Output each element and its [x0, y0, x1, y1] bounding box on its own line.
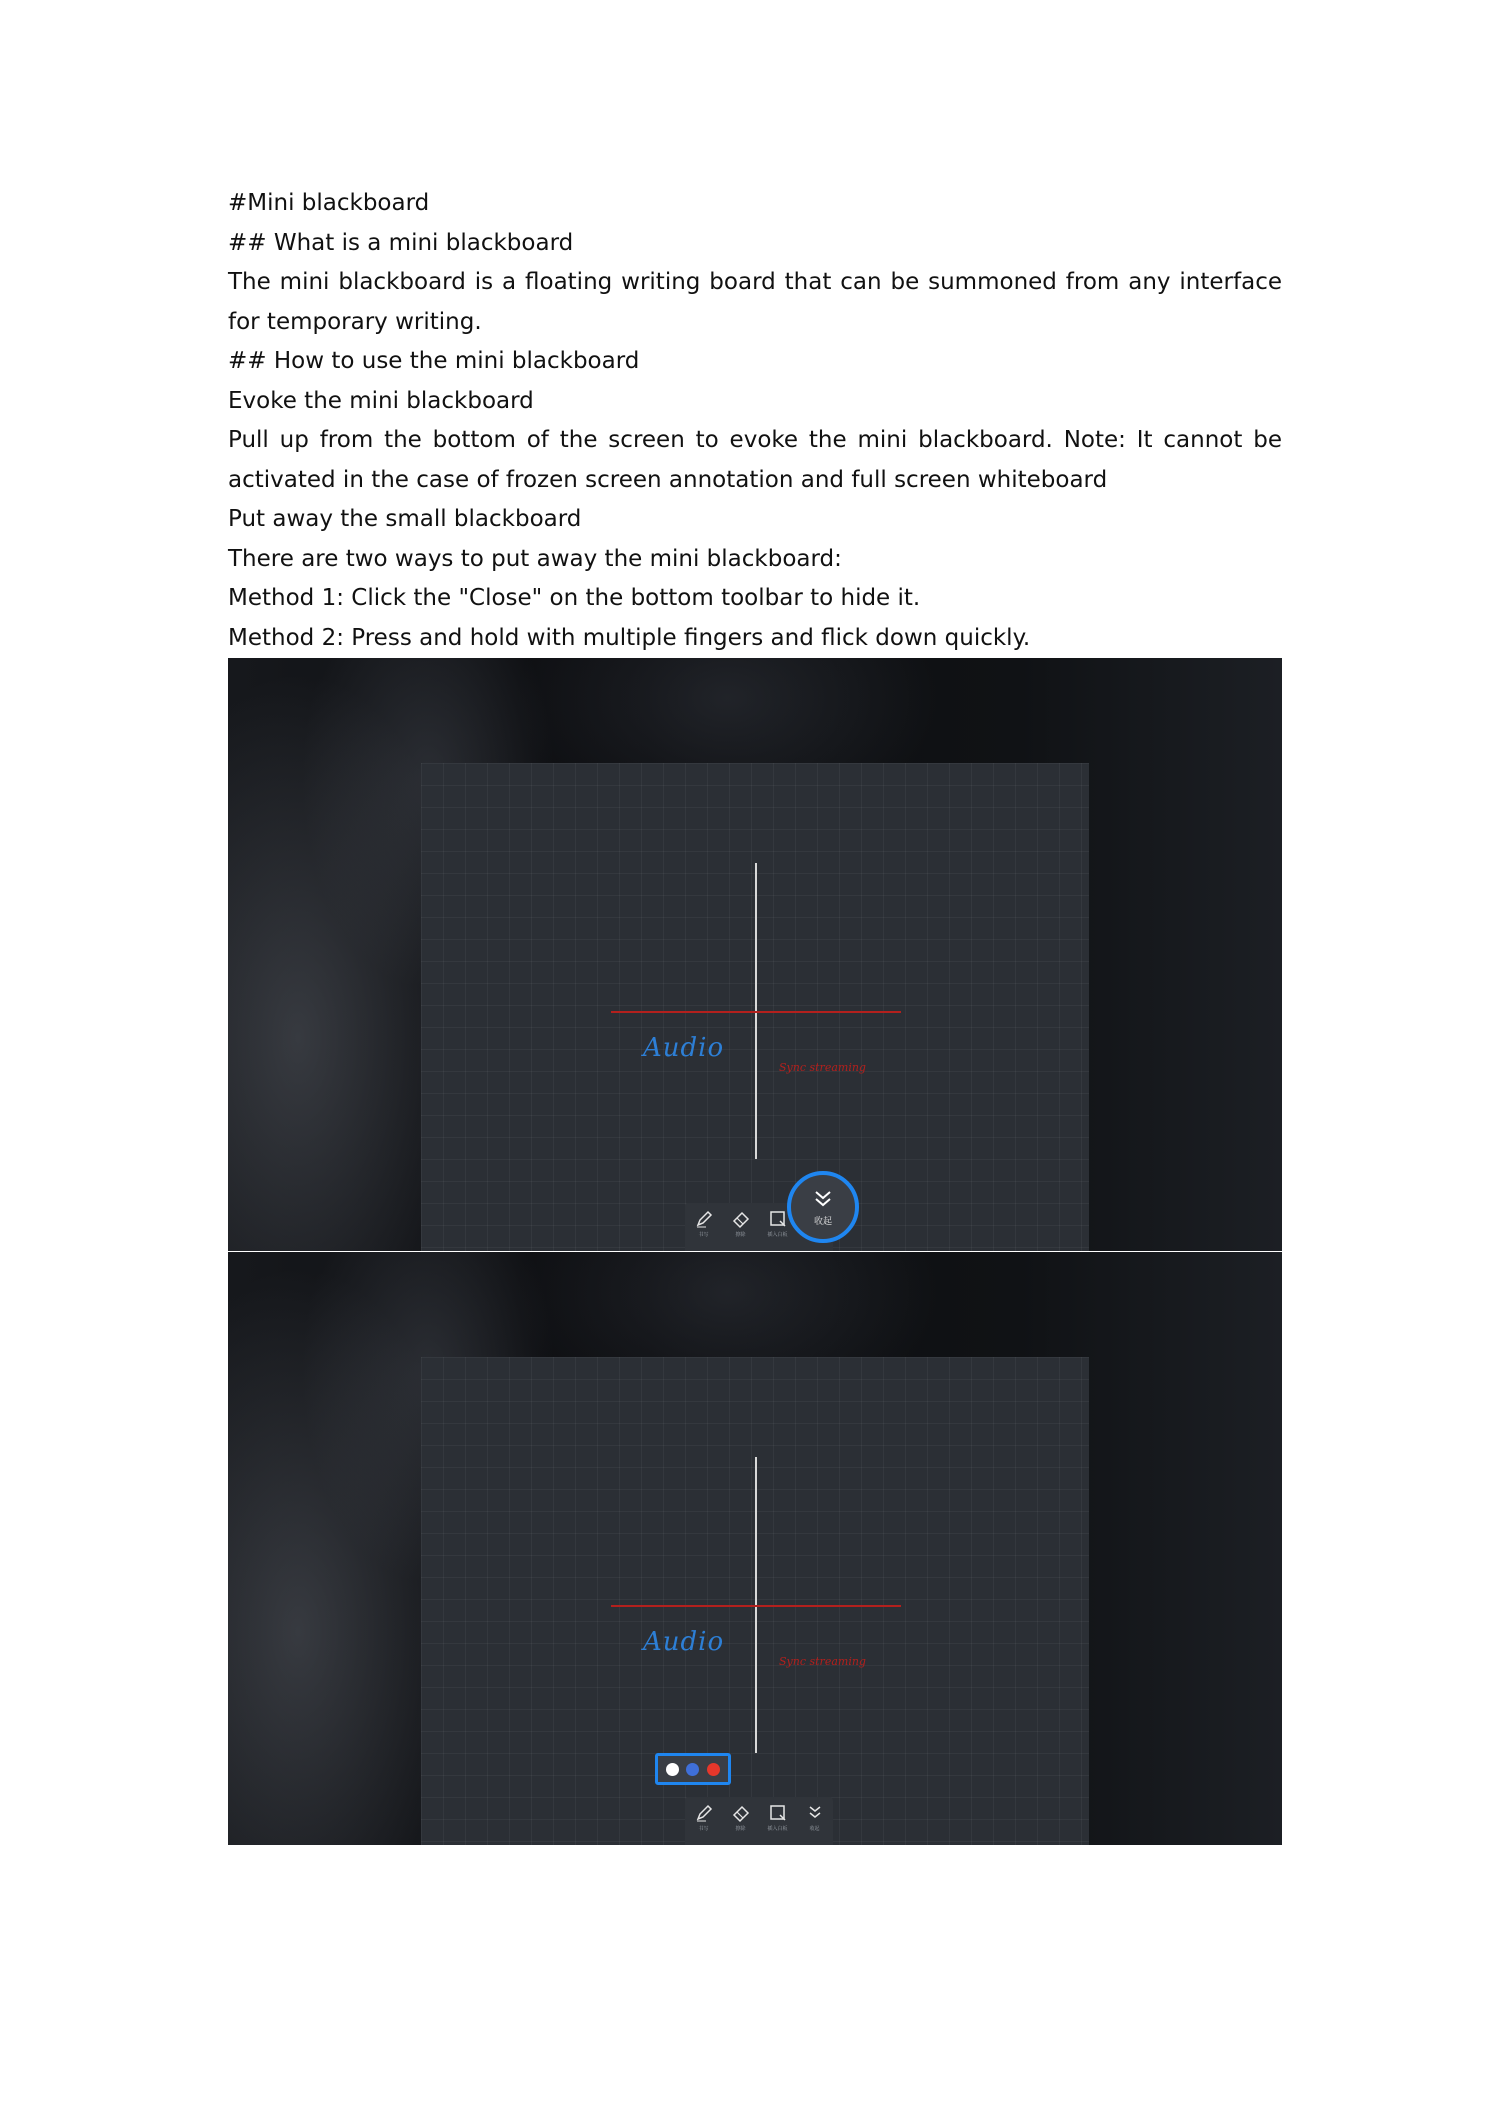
pen-tool-button[interactable]	[685, 1797, 722, 1845]
collapse-button-highlighted[interactable]	[787, 1171, 859, 1243]
doc-paragraph-ways: There are two ways to put away the mini blackboard:	[228, 545, 842, 572]
handwriting-red: Sync streaming	[779, 1061, 866, 1074]
insert-image-icon	[768, 1803, 788, 1823]
pen-tool-button[interactable]	[685, 1203, 722, 1251]
drawn-horizontal-line	[611, 1011, 901, 1013]
bottom-toolbar	[685, 1797, 833, 1845]
drawn-horizontal-line	[611, 1605, 901, 1607]
doc-method-1: Method 1: Click the "Close" on the bottom toolbar to hide it.	[228, 585, 921, 611]
eraser-icon	[731, 1803, 751, 1823]
document-text	[228, 184, 1282, 658]
eraser-tool-label: 擦除	[735, 1232, 746, 1238]
doc-paragraph-evoke: Pull up from the bottom of the screen to evoke the mini blackboard. Note: It cannot be activated in the case of frozen screen annotation and full screen whiteboard	[228, 427, 1282, 493]
collapse-label: 收起	[813, 1216, 832, 1227]
handwriting-blue: Audio	[643, 1033, 725, 1063]
doc-heading-how: ## How to use the mini blackboard	[228, 348, 640, 374]
insert-board-button[interactable]	[759, 1797, 796, 1845]
collapse-tool-label: 收起	[809, 1826, 820, 1832]
doc-title: #Mini blackboard	[228, 190, 430, 216]
color-white[interactable]	[666, 1763, 679, 1776]
insert-board-label: 插入白板	[767, 1232, 788, 1238]
color-blue[interactable]	[686, 1763, 699, 1776]
eraser-icon	[731, 1209, 751, 1229]
doc-paragraph-definition: The mini blackboard is a floating writing board that can be summoned from any interface for temporary writing.	[228, 269, 1282, 335]
color-red[interactable]	[707, 1763, 720, 1776]
eraser-tool-label: 擦除	[735, 1826, 746, 1832]
mini-blackboard[interactable]	[421, 1357, 1089, 1845]
pen-icon	[694, 1209, 714, 1229]
handwriting-red: Sync streaming	[779, 1655, 866, 1668]
pen-tool-label: 书写	[698, 1232, 709, 1238]
screenshot-collapse-button	[228, 658, 1282, 1251]
screenshot-color-picker	[228, 1252, 1282, 1845]
doc-subheading-evoke: Evoke the mini blackboard	[228, 387, 534, 414]
doc-method-2: Method 2: Press and hold with multiple fingers and flick down quickly.	[228, 624, 1031, 651]
double-chevron-down-icon	[810, 1188, 836, 1212]
double-chevron-down-icon	[805, 1803, 825, 1823]
pen-tool-label: 书写	[698, 1826, 709, 1832]
insert-image-icon	[768, 1209, 788, 1229]
insert-board-label: 插入白板	[767, 1826, 788, 1832]
handwriting-blue: Audio	[643, 1627, 725, 1657]
eraser-tool-button[interactable]	[722, 1203, 759, 1251]
doc-subheading-putaway: Put away the small blackboard	[228, 506, 582, 532]
eraser-tool-button[interactable]	[722, 1797, 759, 1845]
doc-heading-what: ## What is a mini blackboard	[228, 229, 574, 256]
collapse-tool-button[interactable]	[796, 1797, 833, 1845]
pen-icon	[694, 1803, 714, 1823]
pen-color-picker	[655, 1753, 731, 1785]
mini-blackboard[interactable]	[421, 763, 1089, 1251]
